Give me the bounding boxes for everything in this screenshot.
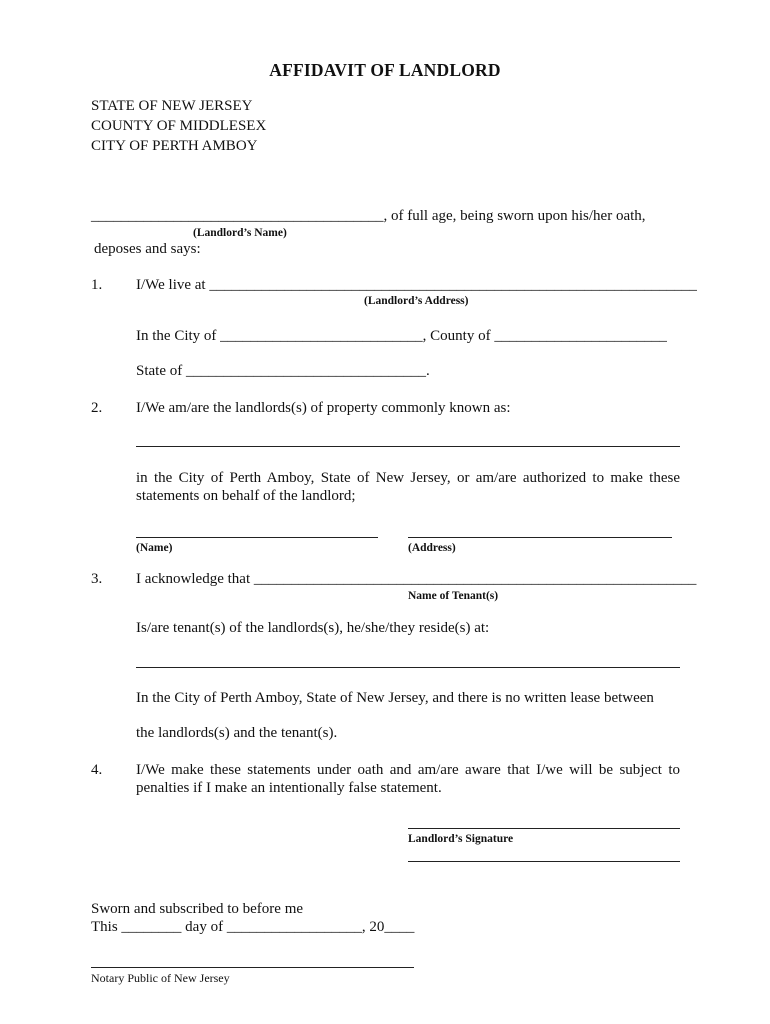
city-county-line[interactable]: In the City of ___________________________, County of _______________________ bbox=[136, 328, 667, 344]
venue-state: STATE OF NEW JERSEY bbox=[91, 98, 253, 114]
item2-address-line[interactable] bbox=[408, 537, 672, 538]
item2-name-caption: (Name) bbox=[136, 542, 173, 554]
tenant-name-caption: Name of Tenant(s) bbox=[408, 590, 499, 602]
landlord-signature-line[interactable] bbox=[408, 828, 680, 829]
item3-paragraph-2: the landlords(s) and the tenant(s). bbox=[136, 725, 338, 741]
landlord-name-blank[interactable]: _______________________________________ bbox=[91, 208, 384, 224]
venue-city: CITY OF PERTH AMBOY bbox=[91, 138, 258, 154]
landlord-address-line[interactable]: I/We live at _________________________________________________________________ bbox=[136, 277, 697, 293]
tenant-name-line[interactable]: I acknowledge that ___________________________________________________________ bbox=[136, 571, 697, 587]
notary-signature-line[interactable] bbox=[91, 967, 414, 968]
property-address-line[interactable] bbox=[136, 446, 680, 447]
item3-reside-text: Is/are tenant(s) of the landlords(s), he/she/they reside(s) at: bbox=[136, 620, 490, 636]
landlord-address-caption: (Landlord’s Address) bbox=[364, 295, 469, 307]
item3-number: 3. bbox=[91, 571, 103, 587]
document-title: AFFIDAVIT OF LANDLORD bbox=[269, 60, 501, 80]
item4-text: I/We make these statements under oath and am/are aware that I/we will be subject to penalties if I make an intentionally false statement. bbox=[136, 762, 680, 796]
landlord-signature-caption: Landlord’s Signature bbox=[408, 833, 514, 845]
sworn-text: Sworn and subscribed to before me bbox=[91, 901, 304, 917]
item2-address-caption: (Address) bbox=[408, 542, 456, 554]
item2-text: I/We am/are the landlords(s) of property commonly known as: bbox=[136, 400, 511, 416]
item1-number: 1. bbox=[91, 277, 103, 293]
notary-caption: Notary Public of New Jersey bbox=[91, 971, 230, 985]
sworn-date-line[interactable]: This ________ day of __________________, 20____ bbox=[91, 919, 415, 935]
deposes-text: deposes and says: bbox=[94, 241, 201, 257]
landlord-name-line[interactable] bbox=[91, 207, 646, 225]
item4-number: 4. bbox=[91, 762, 103, 778]
item3-paragraph-1: In the City of Perth Amboy, State of New Jersey, and there is no written lease between bbox=[136, 690, 654, 706]
item2-number: 2. bbox=[91, 400, 103, 416]
item2-paragraph: in the City of Perth Amboy, State of New Jersey, or am/are authorized to make these statements on behalf of the landlord; bbox=[136, 470, 680, 504]
signature-date-line[interactable] bbox=[408, 861, 680, 862]
item2-name-line[interactable] bbox=[136, 537, 378, 538]
tenant-address-line[interactable] bbox=[136, 667, 680, 668]
landlord-name-caption: (Landlord’s Name) bbox=[193, 227, 287, 239]
venue-county: COUNTY OF MIDDLESEX bbox=[91, 118, 267, 134]
state-line[interactable]: State of ________________________________. bbox=[136, 363, 430, 379]
intro-suffix: , of full age, being sworn upon his/her oath, bbox=[383, 208, 646, 224]
